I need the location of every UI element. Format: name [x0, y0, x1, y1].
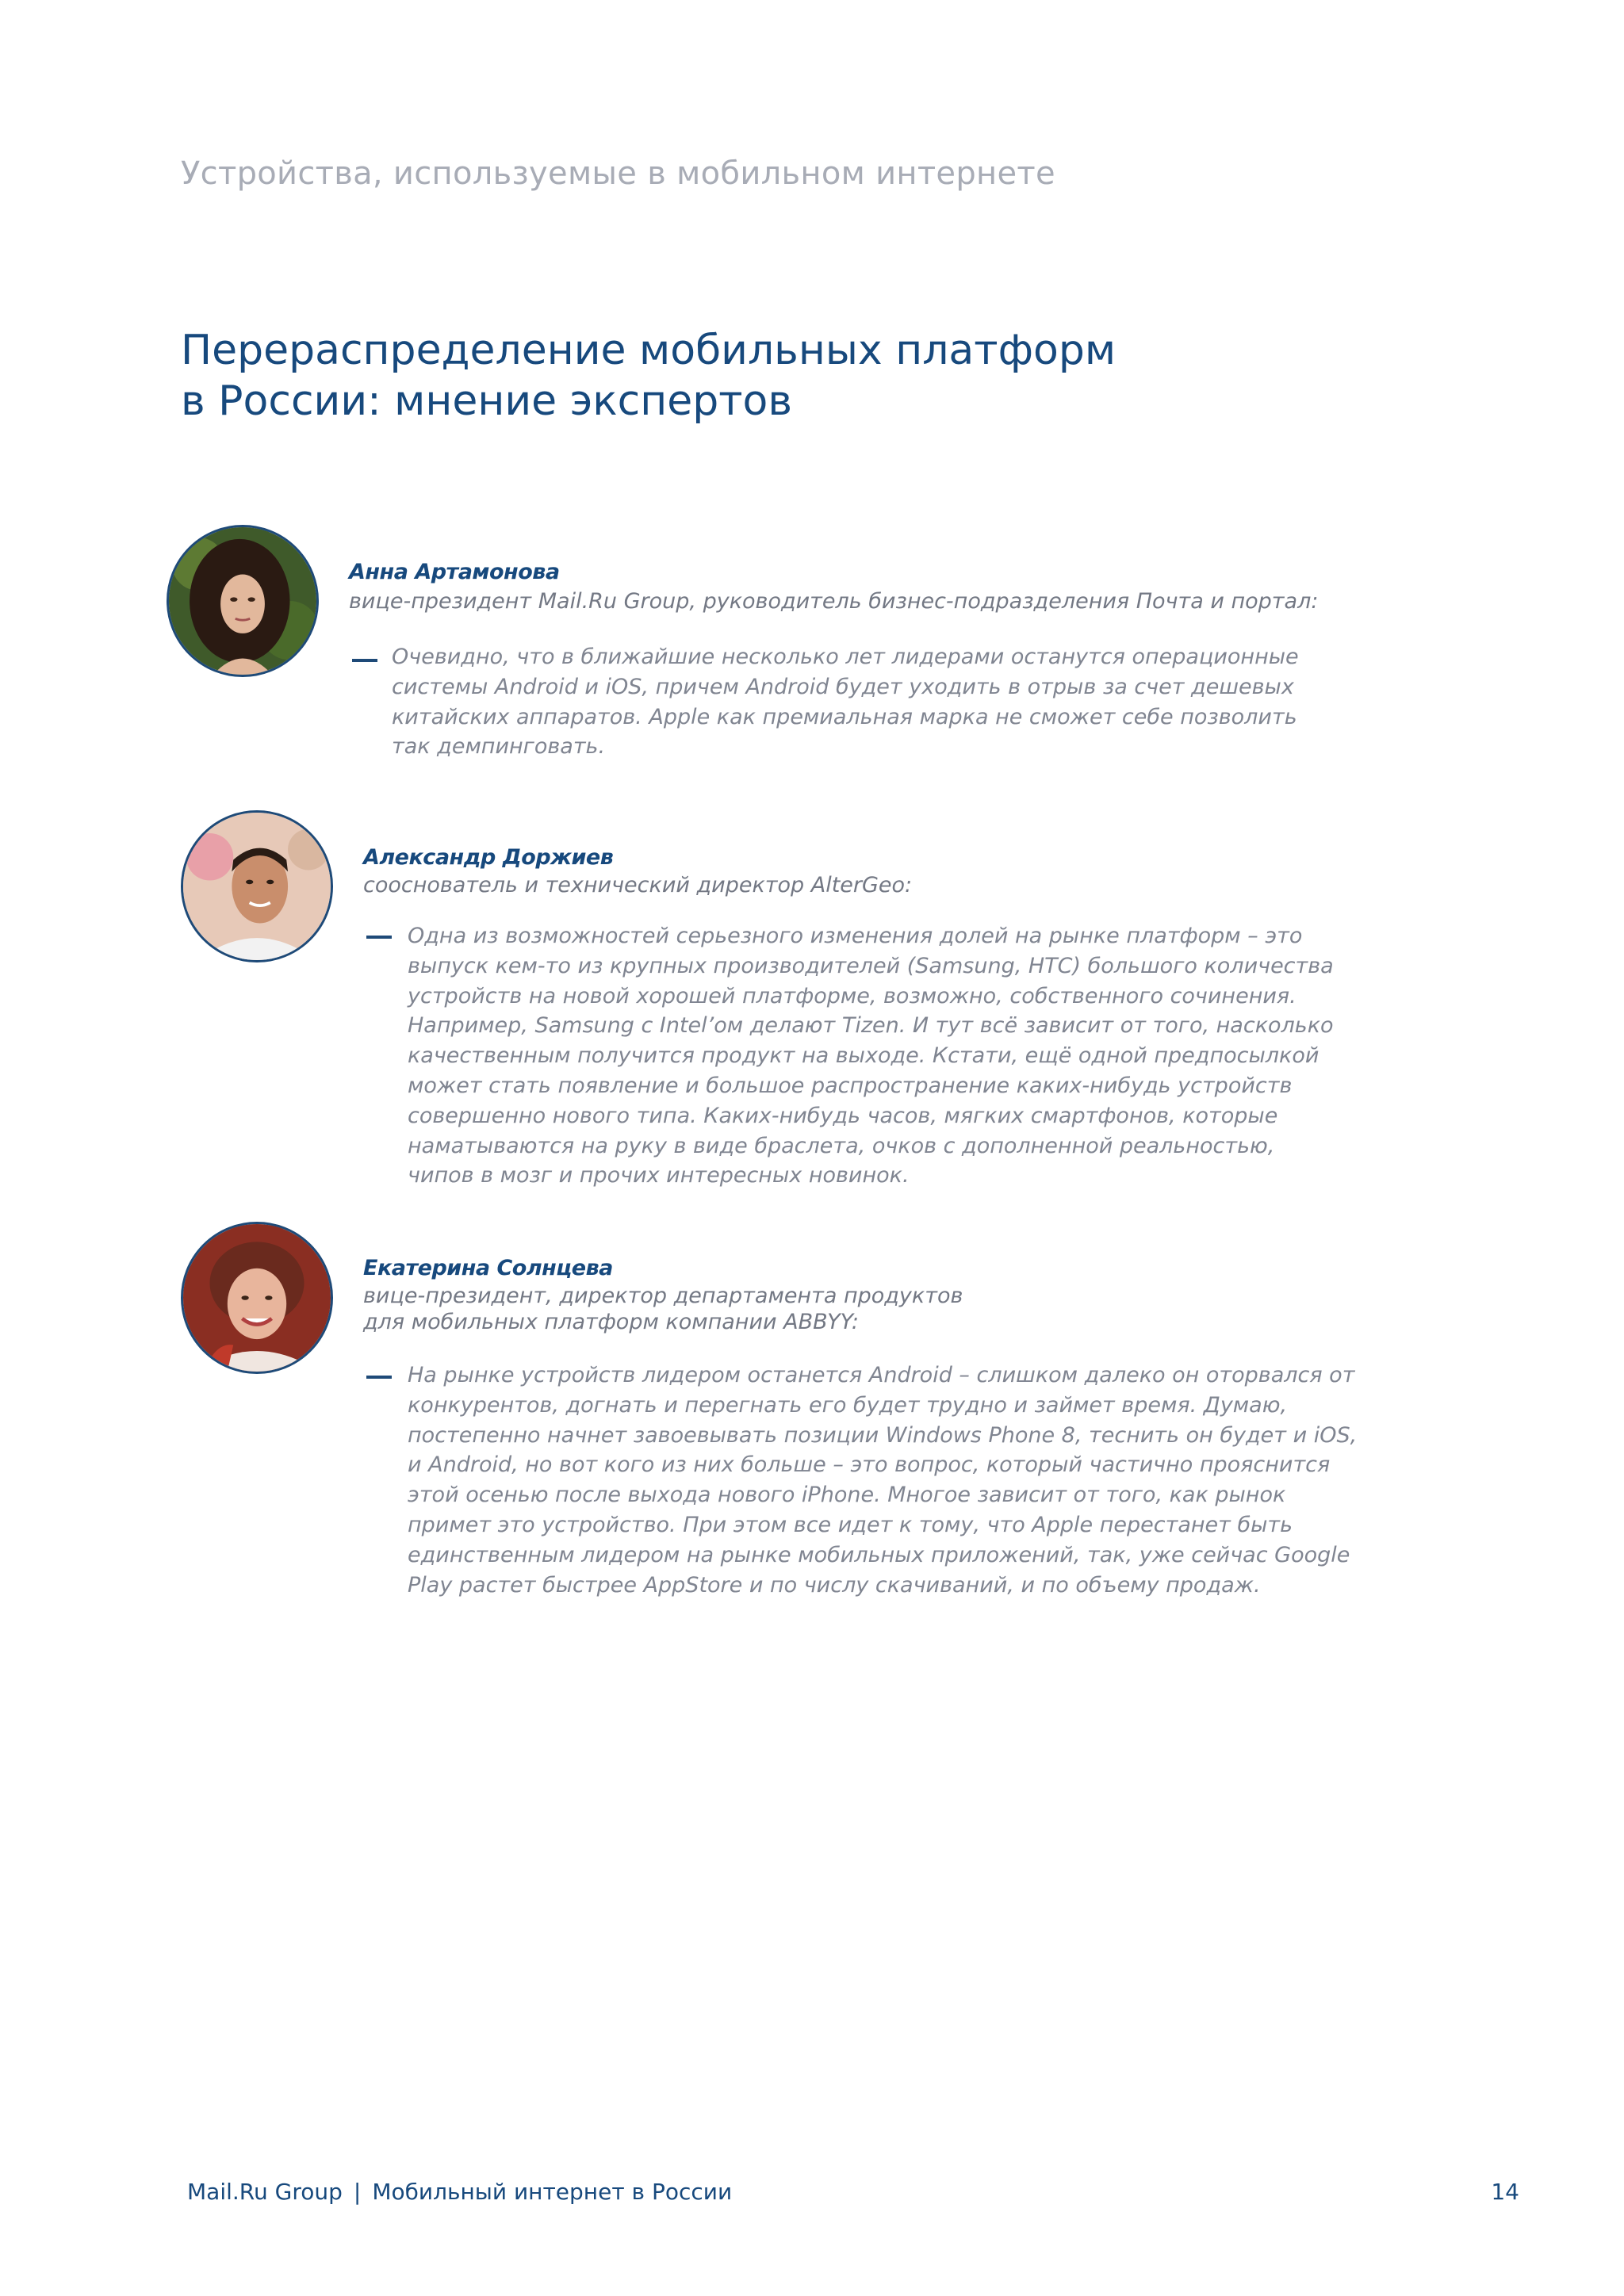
quote-line: Play растет быстрее AppStore и по числу скачиваний, и по объему продаж.	[408, 1572, 1261, 1598]
quote-line: может стать появление и большое распространение каких-нибудь устройств	[408, 1073, 1293, 1098]
page-title-line-1: Перераспределение мобильных платформ	[181, 327, 1116, 374]
footer-separator: |	[353, 2179, 362, 2205]
expert-photo-dorzhiev	[181, 810, 333, 962]
quote-line: единственным лидером на рынке мобильных приложений, так, уже сейчас Google	[408, 1542, 1350, 1567]
expert-quote	[408, 921, 1334, 1191]
quote-line: Одна из возможностей серьезного изменения долей на рынке платформ – это	[408, 924, 1303, 948]
footer-brand: Mail.Ru Group	[187, 2179, 343, 2205]
quote-line: постепенно начнет завоевывать позиции Windows Phone 8, теснить он будет и iOS,	[408, 1422, 1358, 1448]
quote-line: примет это устройство. При этом все идет к тому, что Apple перестанет быть	[408, 1512, 1293, 1537]
quote-dash	[352, 659, 377, 662]
quote-line: устройств на новой хорошей платформе, возможно, собственного сочинения.	[408, 983, 1297, 1008]
page-title	[181, 325, 1116, 427]
expert-role	[363, 1283, 963, 1335]
quote-dash	[366, 936, 392, 939]
expert-role	[363, 872, 912, 898]
quote-line: чипов в мозг и прочих интересных новинок.	[408, 1163, 910, 1188]
quote-line: китайских аппаратов. Apple как премиальная марка не сможет себе позволить	[392, 704, 1297, 729]
expert-role-line: для мобильных платформ компании ABBYY:	[363, 1310, 859, 1334]
portrait-man-short-hair	[183, 813, 331, 960]
expert-role-line: сооснователь и технический директор AlterGeo:	[363, 873, 913, 897]
expert-quote	[392, 642, 1299, 762]
quote-line: и Android, но вот кого из них больше – это вопрос, который частично прояснится	[408, 1452, 1331, 1478]
footer-report-title: Мобильный интернет в России	[372, 2179, 733, 2205]
quote-line: конкурентов, догнать и перегнать его будет трудно и займет время. Думаю,	[408, 1392, 1288, 1418]
quote-line: качественным получится продукт на выходе. Кстати, ещё одной предпосылкой	[408, 1043, 1320, 1069]
expert-role-line: вице-президент, директор департамента продуктов	[363, 1284, 963, 1308]
page-title-line-2: в России: мнение экспертов	[181, 377, 792, 425]
expert-name: Екатерина Солнцева	[363, 1256, 613, 1280]
quote-line: совершенно нового типа. Каких-нибудь часов, мягких смартфонов, которые	[408, 1103, 1278, 1128]
expert-role-line: вице-президент Mail.Ru Group, руководитель бизнес-подразделения Почта и портал:	[349, 589, 1319, 614]
quote-line: Например, Samsung с Intel’ом делают Tizen. И тут всё зависит от того, насколько	[408, 1013, 1334, 1039]
section-header: Устройства, используемые в мобильном интернете	[181, 155, 1055, 192]
portrait-woman-curly-hair	[169, 527, 316, 675]
expert-quote	[408, 1360, 1357, 1600]
expert-role	[349, 588, 1318, 614]
expert-photo-solntseva	[181, 1222, 333, 1374]
expert-name: Анна Артамонова	[349, 560, 560, 584]
quote-line: Очевидно, что в ближайшие несколько лет лидерами останутся операционные	[392, 645, 1299, 669]
quote-dash	[366, 1376, 392, 1379]
quote-line: этой осенью после выхода нового iPhone. Многое зависит от того, как рынок	[408, 1483, 1286, 1508]
quote-line: системы Android и iOS, причем Android будет уходить в отрыв за счет дешевых	[392, 674, 1294, 699]
expert-photo-artamonova	[167, 525, 319, 677]
footer	[187, 2179, 732, 2205]
quote-line: На рынке устройств лидером останется Android – слишком далеко он оторвался от	[408, 1363, 1355, 1387]
page-number: 14	[1491, 2179, 1519, 2205]
expert-name: Александр Доржиев	[363, 845, 614, 870]
portrait-woman-short-hair	[183, 1224, 331, 1372]
quote-line: наматываются на руку в виде браслета, очков с дополненной реальностью,	[408, 1133, 1275, 1158]
quote-line: так демпинговать.	[392, 734, 606, 760]
quote-line: выпуск кем-то из крупных производителей (Samsung, HTC) большого количества	[408, 953, 1334, 978]
